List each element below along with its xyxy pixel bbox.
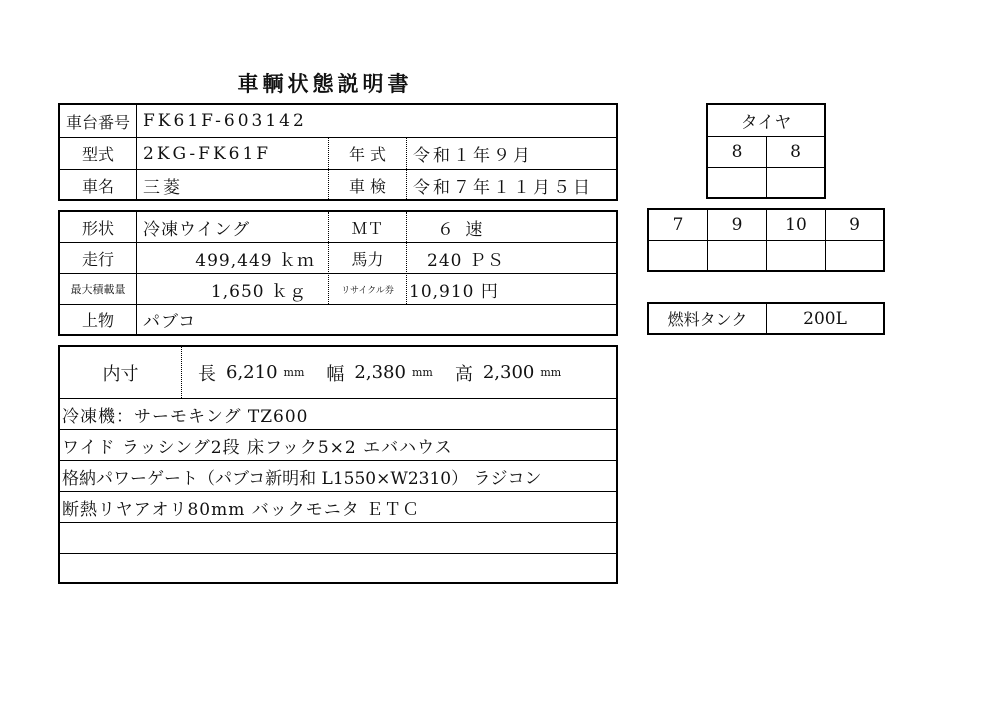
width-value: 2,380: [354, 362, 406, 383]
horsepower-label: 馬力: [351, 249, 384, 269]
year-value: 令和１年９月: [413, 146, 533, 166]
recycle-fee-value: 10,910 円: [409, 281, 499, 302]
tire-rear-2: 9: [731, 215, 743, 235]
year-label: 年 式: [348, 145, 387, 164]
tire-rear-4: 9: [849, 215, 860, 235]
body-value: パブコ: [143, 312, 197, 332]
note-line-3: 格納パワーゲート（パブコ新明和 L1550×W2310） ラジコン: [62, 468, 542, 489]
tire-rear-4-tread: [826, 241, 883, 270]
tire-rear-3-tread: [767, 241, 825, 270]
tire-front-left: 8: [731, 142, 743, 162]
height-unit: mm: [540, 366, 562, 379]
note-line-6: [60, 554, 616, 582]
note-line-2: ワイド ラッシング2段 床フック5×2 エバハウス: [62, 437, 453, 458]
mt-label: ＭＴ: [351, 218, 384, 238]
tire-front-table: [706, 103, 826, 199]
tire-front-right: 8: [790, 142, 801, 162]
body-label: 上物: [81, 311, 114, 330]
horsepower-value: 240 ＰＳ: [427, 250, 505, 271]
max-load-value: 1,650 ｋｇ: [210, 281, 307, 302]
mileage-value: 499,449 ｋｍ: [195, 250, 315, 271]
recycle-fee-label: リサイクル券: [341, 285, 394, 296]
length-label: 長: [198, 363, 216, 385]
tire-rear-1-tread: [649, 241, 707, 270]
vehicle-name-label: 車名: [81, 176, 114, 196]
model-label: 型式: [81, 145, 114, 164]
height-label: 高: [454, 363, 473, 385]
length-value: 6,210: [226, 362, 278, 383]
note-line-4: 断熱リヤアオリ80mm バックモニタ ＥＴＣ: [62, 499, 421, 520]
fuel-tank-label: 燃料タンク: [667, 310, 748, 329]
tire-front-left-tread: [708, 168, 766, 197]
tire-rear-1: 7: [672, 215, 684, 235]
max-load-label: 最大積載量: [70, 283, 126, 296]
note-line-5: [60, 523, 616, 553]
width-unit: mm: [411, 366, 433, 379]
height-value: 2,300: [482, 362, 535, 383]
tire-rear-2-tread: [708, 241, 766, 270]
dimensions-notes-table: [58, 345, 618, 584]
mileage-label: 走行: [81, 249, 114, 269]
inner-dimensions-label: 内寸: [102, 363, 139, 385]
note-line-1: 冷凍機：サーモキング TZ600: [62, 406, 309, 427]
specs-table: [58, 210, 618, 336]
vehicle-name-value: 三菱: [143, 177, 183, 198]
vehicle-info-table: [58, 103, 618, 201]
document-title: 車輌状態説明書: [237, 71, 413, 96]
tire-front-right-tread: [767, 168, 824, 197]
width-label: 幅: [326, 363, 345, 385]
fuel-tank-value: 200L: [803, 308, 847, 329]
inspection-value: 令和７年１１月５日: [413, 177, 593, 198]
mt-value: ６ 速: [437, 219, 486, 240]
shape-value: 冷凍ウイング: [143, 219, 251, 240]
inspection-label: 車 検: [348, 176, 387, 196]
model-value: 2KG-FK61F: [143, 143, 272, 164]
shape-label: 形状: [81, 218, 114, 238]
chassis-number-value: FK61F-603142: [143, 111, 307, 131]
tire-rear-3: 10: [785, 215, 807, 235]
chassis-number-label: 車台番号: [65, 112, 130, 132]
inner-dimensions-values: [182, 347, 616, 398]
tire-header: タイヤ: [740, 113, 792, 133]
length-unit: mm: [283, 366, 305, 379]
tire-rear-table: [647, 208, 885, 272]
fuel-tank-table: [647, 302, 885, 335]
